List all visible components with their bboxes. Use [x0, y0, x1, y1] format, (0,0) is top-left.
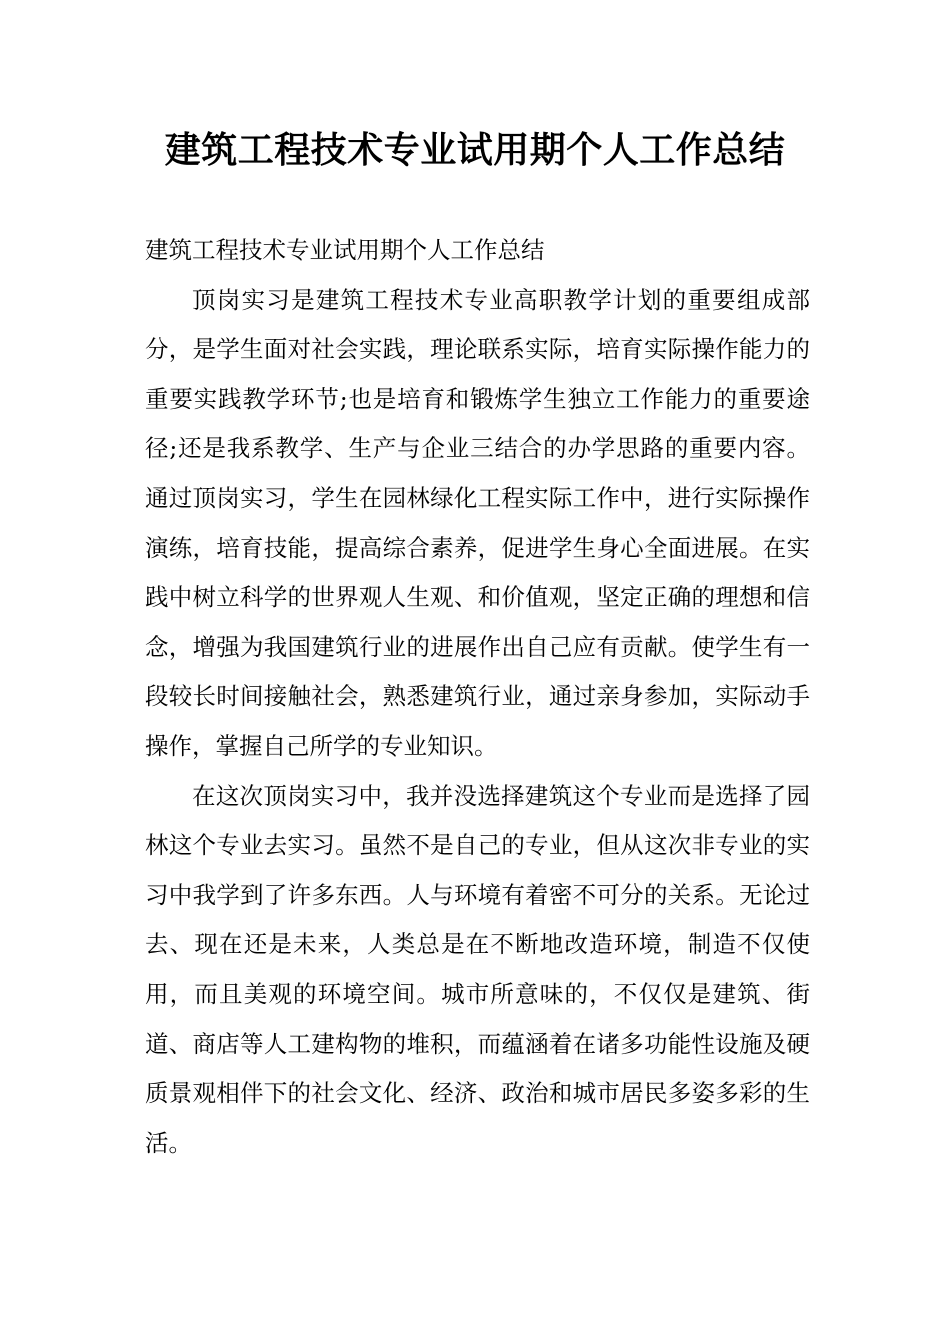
paragraph-1: 顶岗实习是建筑工程技术专业高职教学计划的重要组成部分，是学生面对社会实践，理论联系实际，培育实际操作能力的重要实践教学环节;也是培育和锻炼学生独立工作能力的重要途径;还是我系教学、生产与企业三结合的办学思路的重要内容。通过顶岗实习，学生在园林绿化工程实际工作中，进行实际操作演练，培育技能，提高综合素养，促进学生身心全面进展。在实践中树立科学的世界观人生观、和价值观，坚定正确的理想和信念，增强为我国建筑行业的进展作出自己应有贡献。使学生有一段较长时间接触社会，熟悉建筑行业，通过亲身参加，实际动手操作，掌握自己所学的专业知识。 [145, 285, 810, 760]
document-subtitle: 建筑工程技术专业试用期个人工作总结 [145, 236, 545, 264]
document-title: 建筑工程技术专业试用期个人工作总结 [164, 130, 786, 171]
document-body [145, 226, 810, 1168]
paragraph-2: 在这次顶岗实习中，我并没选择建筑这个专业而是选择了园林这个专业去实习。虽然不是自己的专业，但从这次非专业的实习中我学到了许多东西。人与环境有着密不可分的关系。无论过去、现在还是未来，人类总是在不断地改造环境，制造不仅使用，而且美观的环境空间。城市所意味的，不仅仅是建筑、街道、商店等人工建构物的堆积，而蕴涵着在诸多功能性设施及硬质景观相伴下的社会文化、经济、政治和城市居民多姿多彩的生活。 [145, 781, 810, 1157]
